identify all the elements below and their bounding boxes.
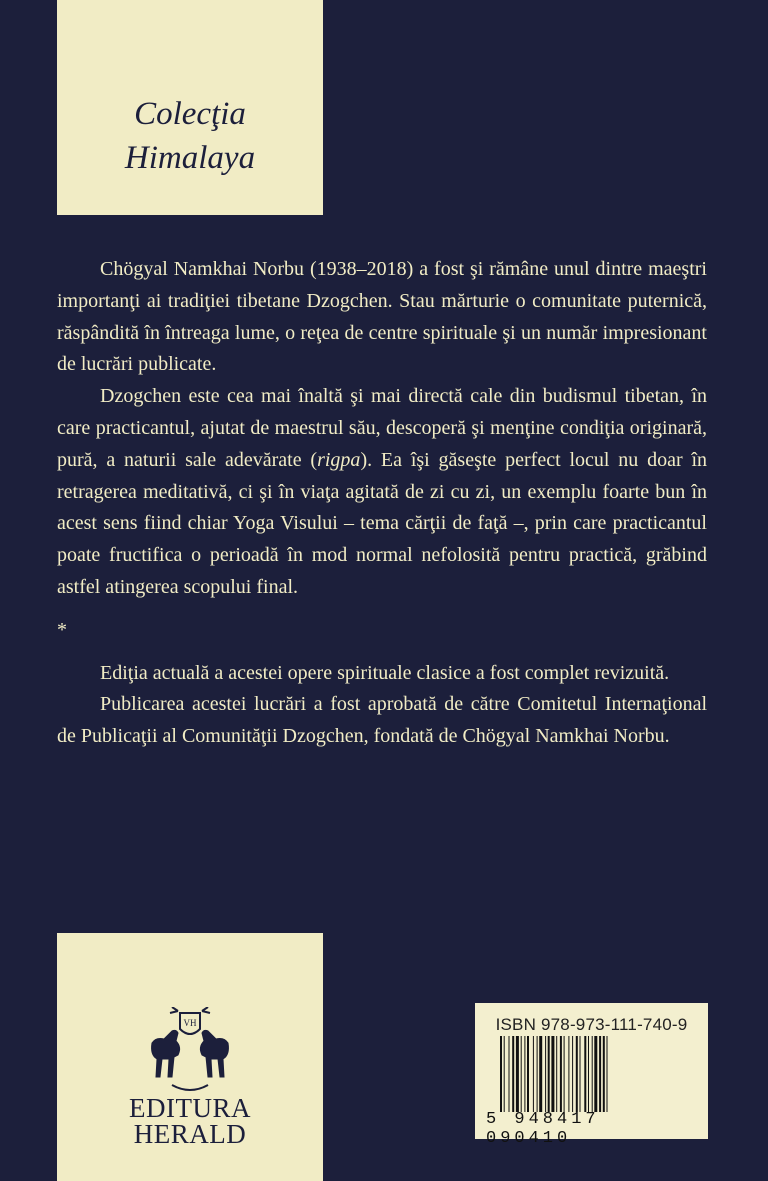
collection-title-line1: Colecţia xyxy=(134,96,246,132)
publisher-name-line2: HERALD xyxy=(133,1119,247,1149)
barcode-digits: 5 948417 090410 xyxy=(486,1110,600,1148)
barcode-icon xyxy=(500,1036,680,1112)
deer-crest-icon xyxy=(142,1007,238,1099)
publisher-name-line1: EDITURA xyxy=(129,1093,251,1123)
publisher-monogram: VH xyxy=(183,1018,197,1028)
isbn-label: ISBN 978-973-111-740-9 xyxy=(495,1015,688,1034)
paragraph-dzogchen-text-end: ). Ea îşi găseşte perfect locul nu doar în retragerea meditativă, ci şi în viaţa agitată de zi cu zi, un exemplu foarte bun în acest sens fiind chiar Yoga Visului – tema cărţii de faţă –, prin care practicantul poate fructifica o perioadă în mod normal nefolosită pentru practică, grăbind astfel atingerea scopului final. xyxy=(57,448,708,598)
paragraph-approval: Publicarea acestei lucrări a fost aprobată de către Comitetul Internaţional de Publicaţii al Comunităţii Dzogchen, fondată de Chögyal Namkhai Norbu. xyxy=(57,693,707,748)
back-cover-text xyxy=(57,254,707,753)
collection-title-line2: Himalaya xyxy=(124,140,256,176)
publisher-name xyxy=(57,1095,323,1147)
collection-panel xyxy=(57,0,323,215)
section-separator: * xyxy=(57,618,67,641)
isbn-panel xyxy=(475,1003,708,1148)
publisher-panel xyxy=(57,933,323,1181)
paragraph-edition: Ediţia actuală a acestei opere spirituale clasice a fost complet revizuită. xyxy=(100,661,670,684)
rigpa-term: rigpa xyxy=(317,448,361,471)
paragraph-dzogchen xyxy=(57,381,707,604)
paragraph-dzogchen-text: Dzogchen este cea mai înaltă şi mai directă cale din budismul tibetan, în care practicantul, ajutat de maestrul său, descoperă şi menţine condiţia originară, pură, a naturii sale adevărate ( xyxy=(57,385,707,471)
paragraph-author: Chögyal Namkhai Norbu (1938–2018) a fost şi rămâne unul dintre maeştri importanţi ai tradiţiei tibetane Dzogchen. Stau mărturie o comunitate puternică, răspândită în întreaga lume, o reţea de centre spirituale şi un număr impresionant de lucrări publicate. xyxy=(57,258,707,376)
collection-title xyxy=(57,92,323,180)
